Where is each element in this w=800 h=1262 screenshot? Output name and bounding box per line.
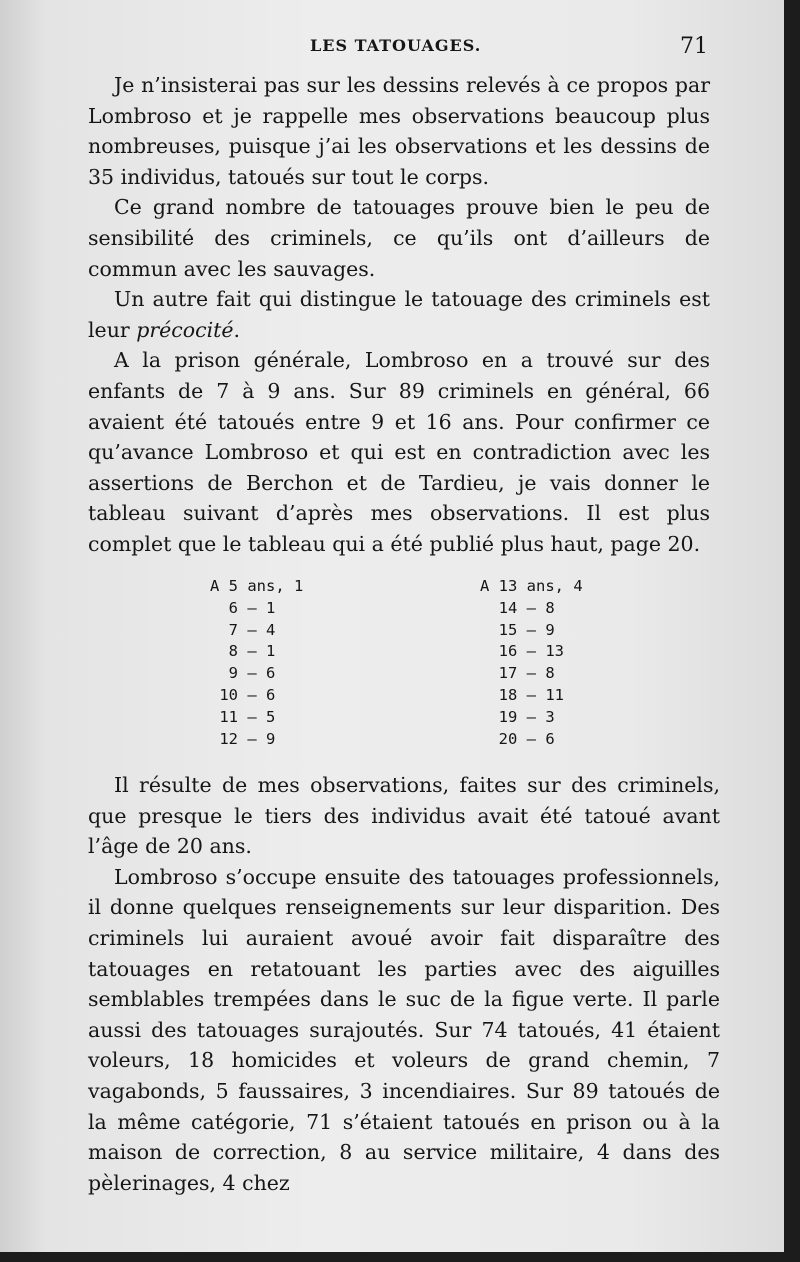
scan-edge-bottom: [0, 1252, 800, 1262]
paragraph-sensibility: Ce grand nombre de tatouages prouve bien le peu de sensibilité des criminels, ce qu’ils ont d’ailleurs de commun avec les sauvages.: [88, 195, 710, 281]
body-text-bottom: [88, 770, 720, 1198]
age-row: 17 — 8: [480, 664, 555, 683]
age-row: 15 — 9: [480, 620, 555, 639]
scan-edge-right: [784, 0, 800, 1262]
age-row: 9 — 6: [210, 664, 276, 683]
age-row: 16 — 13: [480, 642, 564, 661]
age-row: 12 — 9: [210, 729, 276, 748]
age-row: 18 — 11: [480, 685, 564, 704]
paragraph-precocity: [88, 284, 710, 345]
precocity-emphasis: précocité: [136, 317, 234, 342]
paragraph-professional-tattoos: Lombroso s’occupe ensuite des tatouages professionnels, il donne quelques renseignements sur leur disparition. Des criminels lui auraient avoué avoir fait disparaître des tatouages en retatouant les parties avec des aiguilles semblables trempées dans le suc de la figue verte. Il parle aussi des tatouages surajoutés. Sur 74 tatoués, 41 étaient voleurs, 18 homicides et voleurs de grand chemin, 7 vagabonds, 5 faussaires, 3 incendiaires. Sur 89 tatoués de la même catégorie, 71 s’étaient tatoués en prison ou à la maison de correction, 8 au service militaire, 4 dans des pèlerinages, 4 chez: [88, 864, 720, 1195]
age-table-right-column: [480, 576, 583, 750]
paragraph-prison: A la prison générale, Lombroso en a trouvé sur des enfants de 7 à 9 ans. Sur 89 criminels en général, 66 avaient été tatoués entre 9 et 16 ans. Pour confirmer ce qu’avance Lombroso et qui est en contradiction avec les assertions de Berchon et de Tardieu, je vais donner le tableau suivant d’après mes observations. Il est plus complet que le tableau qui a été publié plus haut, page 20.: [88, 348, 710, 556]
age-row: 8 — 1: [210, 642, 276, 661]
paragraph-result: Il résulte de mes observations, faites sur des criminels, que presque le tiers des individus avait été tatoué avant l’âge de 20 ans.: [88, 773, 720, 859]
precocity-text-before: Un autre fait qui distingue le tatouage des criminels est leur: [88, 287, 710, 342]
age-row: 6 — 1: [210, 598, 276, 617]
body-text-top: [88, 70, 710, 560]
age-row: 10 — 6: [210, 685, 276, 704]
paragraph-lombroso-drawings: Je n’insisterai pas sur les dessins relevés à ce propos par Lombroso et je rappelle mes observations beaucoup plus nombreuses, puisque j’ai les observations et les dessins de 35 individus, tatoués sur tout le corps.: [88, 73, 710, 189]
age-row: A 5 ans, 1: [210, 577, 304, 595]
running-title: LES TATOUAGES.: [310, 36, 482, 55]
age-row: 19 — 3: [480, 707, 555, 726]
age-row: 14 — 8: [480, 598, 555, 617]
precocity-text-after: .: [233, 317, 241, 342]
age-table-left-column: [210, 576, 303, 750]
age-row: 7 — 4: [210, 620, 276, 639]
age-row: A 13 ans, 4: [480, 577, 583, 595]
age-row: 11 — 5: [210, 707, 276, 726]
page-header: [88, 34, 708, 64]
age-row: 20 — 6: [480, 729, 555, 748]
page-number: 71: [680, 34, 708, 59]
